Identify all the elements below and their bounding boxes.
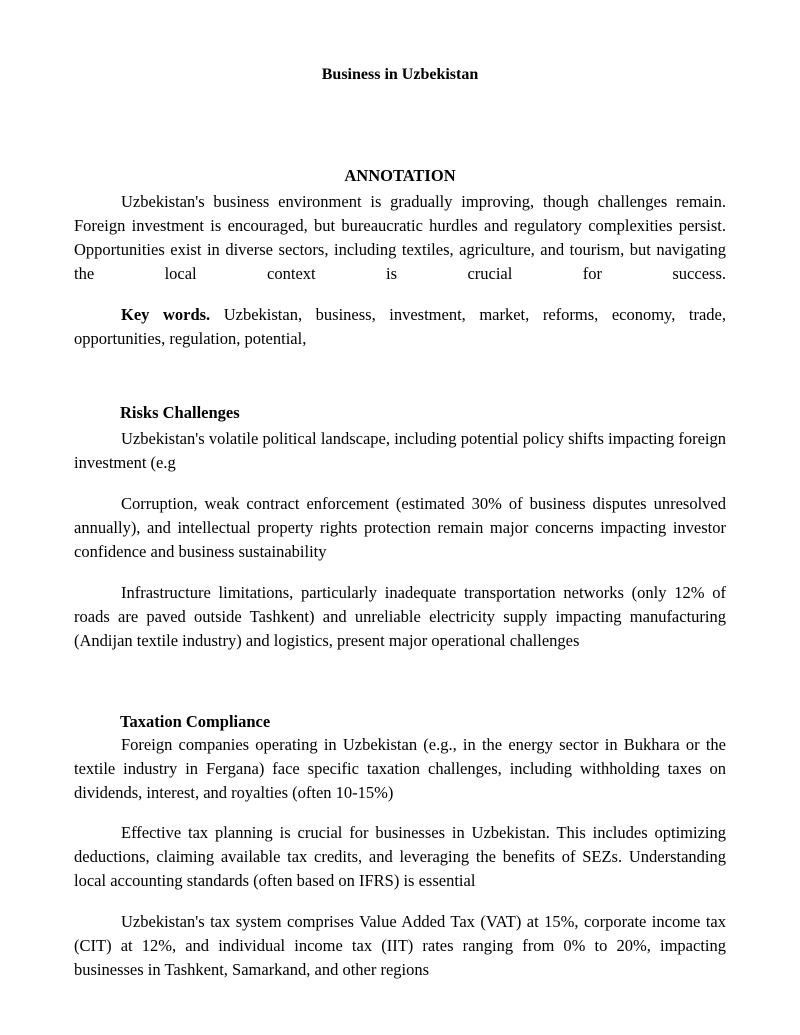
risks-paragraph-2: Corruption, weak contract enforcement (estimated 30% of business disputes unresolved annually), and intellectual property rights protection remain major concerns impacting investor confidence and business sustainability <box>74 494 726 561</box>
taxation-paragraph-2: Effective tax planning is crucial for businesses in Uzbekistan. This includes optimizing deductions, claiming available tax credits, and leveraging the benefits of SEZs. Understanding local accounting standards (often based on IFRS) is essential <box>74 823 726 890</box>
risks-paragraph-1: Uzbekistan's volatile political landscape, including potential policy shifts impacting foreign investment (e.g <box>74 429 726 472</box>
annotation-heading: ANNOTATION <box>344 166 456 185</box>
keywords-label: Key words. <box>121 305 211 324</box>
annotation-paragraph: Uzbekistan's business environment is gradually improving, though challenges remain. Foreign investment is encouraged, but bureaucratic hurdles and regulatory complexities persist. Opportunities exist in diverse sectors, including textiles, agriculture, and tourism, but navigating the local context is crucial for success. <box>74 192 726 283</box>
taxation-paragraph-3: Uzbekistan's tax system comprises Value Added Tax (VAT) at 15%, corporate income tax (CIT) at 12%, and individual income tax (IIT) rates ranging from 0% to 20%, impacting businesses in Tashkent, Samarkand, and other regions <box>74 912 726 979</box>
keywords-text: Uzbekistan, business, investment, market, reforms, economy, trade, opportunities, regulation, potential, <box>74 305 727 348</box>
document-title: Business in Uzbekistan <box>321 66 479 83</box>
keywords-paragraph <box>74 303 726 351</box>
risks-paragraph-3: Infrastructure limitations, particularly inadequate transportation networks (only 12% of roads are paved outside Tashkent) and unreliable electricity supply impacting manufacturing (Andijan textile industry) and logistics, present major operational challenges <box>74 583 726 650</box>
taxation-paragraph-1: Foreign companies operating in Uzbekistan (e.g., in the energy sector in Bukhara or the textile industry in Fergana) face specific taxation challenges, including withholding taxes on dividends, interest, and royalties (often 10-15%) <box>74 735 726 802</box>
section-heading-risks: Risks Challenges <box>120 403 240 422</box>
section-heading-taxation: Taxation Compliance <box>120 712 271 731</box>
